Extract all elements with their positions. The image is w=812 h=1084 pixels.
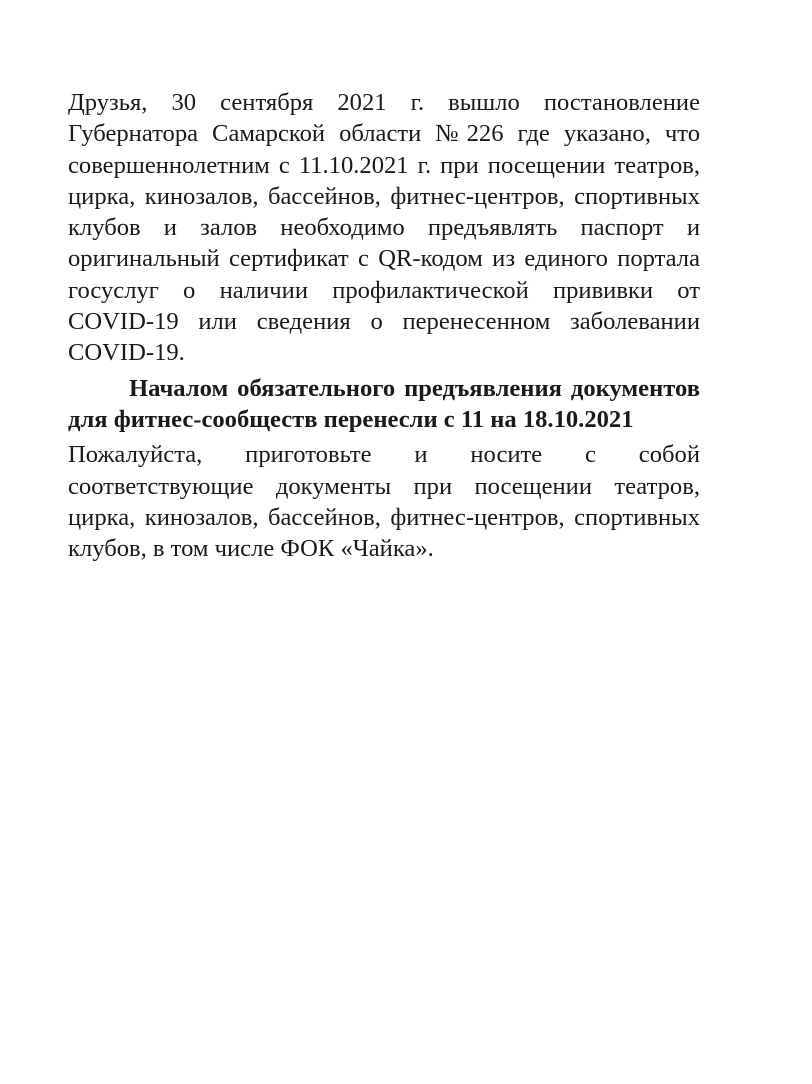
paragraph-reminder: Пожалуйста, приготовьте и носите с собой соответствующие документы при посещении театров, цирка, кинозалов, бассейнов, фитнес-центров, спортивных клубов, в том числе ФОК «Чайка». [68,441,700,563]
paragraph-date-change-notice: Началом обязательного предъявления документов для фитнес-сообществ перенесли с 11 на 18.10.2021 [68,374,700,433]
document-page [68,87,700,564]
paragraph-decree-info: Друзья, 30 сентября 2021 г. вышло постановление Губернатора Самарской области №226 где указано, что совершеннолетним с 11.10.2021 г. при посещении театров, цирка, кинозалов, бассейнов, фитнес-центров, спортивных клубов и залов необходимо предъявлять паспорт и оригинальный сертификат с QR-кодом из единого портала госуслуг о наличии профилактической прививки от COVID-19 или сведения о перенесенном заболевании COVID-19. [68,89,700,367]
